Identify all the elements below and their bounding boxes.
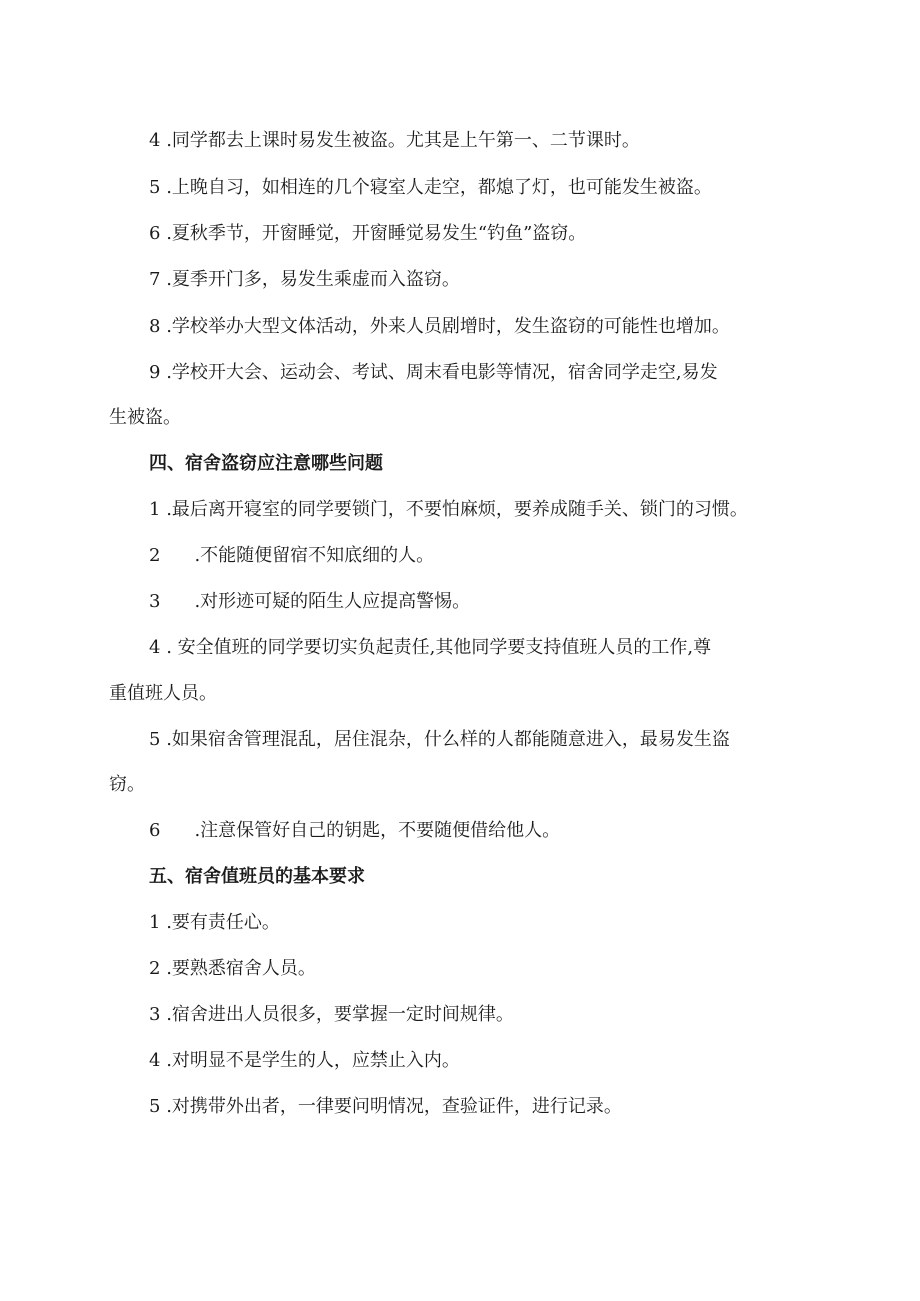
list-item xyxy=(149,268,809,292)
list-item xyxy=(149,590,809,614)
list-item xyxy=(149,498,809,522)
item-text: .最后离开寝室的同学要锁门，不要怕麻烦，要养成随手关、锁门的习惯。 xyxy=(166,499,748,520)
item-number: 7 xyxy=(149,269,161,290)
item-text: .对携带外出者，一律要问明情况，查验证件，进行记录。 xyxy=(166,1096,622,1117)
item-text: .对形迹可疑的陌生人应提高警惕。 xyxy=(194,591,471,612)
section-heading: 四、宿舍盗窃应注意哪些问题 xyxy=(149,453,383,474)
list-item xyxy=(149,315,809,339)
item-number: 4 xyxy=(149,637,161,658)
item-text: .宿舍进出人员很多，要掌握一定时间规律。 xyxy=(166,1004,514,1025)
item-text: .夏秋季节，开窗睡觉，开窗睡觉易发生“钓鱼”盗窃。 xyxy=(166,223,587,244)
item-number: 9 xyxy=(149,362,161,383)
item-text: .要熟悉宿舍人员。 xyxy=(166,958,316,979)
item-number: 1 xyxy=(149,912,161,933)
item-text: .对明显不是学生的人，应禁止入内。 xyxy=(166,1050,460,1071)
list-item-continuation: 重值班人员。 xyxy=(109,683,217,704)
item-number: 3 xyxy=(149,591,161,612)
list-item xyxy=(149,728,809,752)
item-number: 6 xyxy=(149,820,161,841)
item-text: . 安全值班的同学要切实负起责任,其他同学要支持值班人员的工作,尊 xyxy=(166,637,712,658)
item-number: 2 xyxy=(149,545,161,566)
list-item xyxy=(149,1095,809,1119)
item-number: 1 xyxy=(149,499,161,520)
list-item xyxy=(149,1003,809,1027)
list-item xyxy=(149,819,809,843)
item-text: .如果宿舍管理混乱，居住混杂，什么样的人都能随意进入，最易发生盗 xyxy=(166,729,730,750)
list-item xyxy=(149,129,809,153)
item-number: 5 xyxy=(149,729,161,750)
item-text: .学校举办大型文体活动，外来人员剧增时，发生盗窃的可能性也增加。 xyxy=(166,316,730,337)
item-number: 6 xyxy=(149,223,161,244)
item-number: 4 xyxy=(149,130,161,151)
item-number: 5 xyxy=(149,177,161,198)
item-number: 5 xyxy=(149,1096,161,1117)
list-item xyxy=(149,636,809,660)
list-item xyxy=(149,544,809,568)
item-text: .同学都去上课时易发生被盗。尤其是上午第一、二节课时。 xyxy=(166,130,640,151)
list-item xyxy=(149,222,809,246)
list-item xyxy=(149,361,809,385)
item-number: 3 xyxy=(149,1004,161,1025)
item-number: 4 xyxy=(149,1050,161,1071)
item-text: .要有责任心。 xyxy=(166,912,280,933)
list-item xyxy=(149,957,809,981)
item-text: .学校开大会、运动会、考试、周末看电影等情况，宿舍同学走空,易发 xyxy=(166,362,718,383)
item-text: .上晚自习，如相连的几个寝室人走空，都熄了灯，也可能发生被盗。 xyxy=(166,177,712,198)
list-item xyxy=(149,911,809,935)
item-number: 8 xyxy=(149,316,161,337)
list-item xyxy=(149,1049,809,1073)
item-text: .注意保管好自己的钥匙，不要随便借给他人。 xyxy=(194,820,561,841)
item-number: 2 xyxy=(149,958,161,979)
list-item-continuation: 窃。 xyxy=(109,774,145,795)
item-text: .不能随便留宿不知底细的人。 xyxy=(194,545,435,566)
list-item-continuation: 生被盗。 xyxy=(109,407,181,428)
list-item xyxy=(149,176,809,200)
item-text: .夏季开门多，易发生乘虚而入盗窃。 xyxy=(166,269,460,290)
section-heading: 五、宿舍值班员的基本要求 xyxy=(149,866,365,887)
